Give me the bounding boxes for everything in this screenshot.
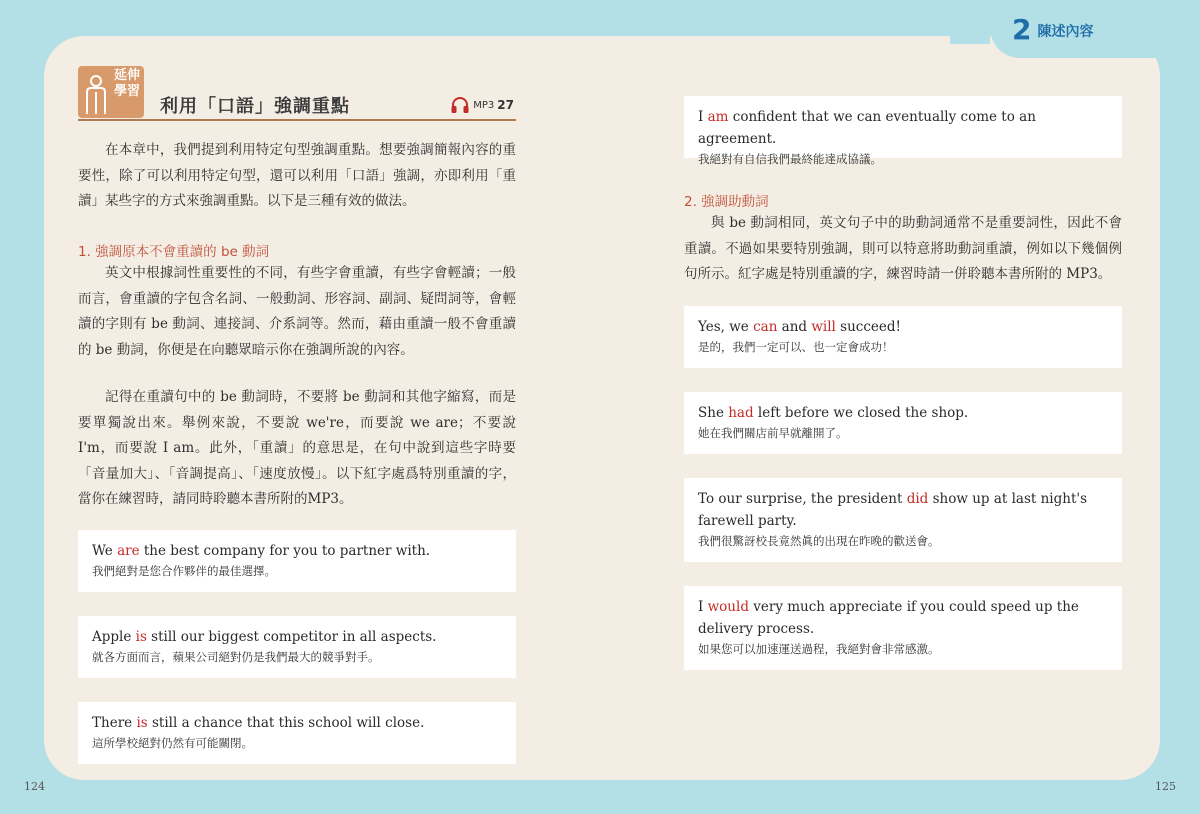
stressed-word: is bbox=[136, 715, 148, 731]
example-english: Apple is still our biggest competitor in all aspects. bbox=[92, 629, 437, 645]
stressed-word: is bbox=[135, 629, 147, 645]
extension-badge bbox=[78, 66, 144, 118]
example-box bbox=[684, 478, 1122, 562]
section1-paragraph-2: 記得在重讀句中的 be 動詞時，不要將 be 動詞和其他字縮寫，而是要單獨說出來。舉例來說，不要說 we're，而要說 we are；不要說 I'm，而要說 I am。此外，「重讀」的意思是，在句中說到這些字時要「音量加大」、「音調提高」、「速度放慢」。以下紅字處爲特別重讀的字，當你在練習時，請同時聆聽本書所附的MP3。 bbox=[78, 389, 516, 507]
badge-line-2: 學習 bbox=[113, 84, 140, 99]
example-english: I am confident that we can eventually come to an agreement. bbox=[698, 109, 1036, 147]
example-english: Yes, we can and will succeed! bbox=[698, 319, 901, 335]
example-box bbox=[78, 702, 516, 764]
example-english: She had left before we closed the shop. bbox=[698, 405, 969, 421]
tab-notch bbox=[950, 0, 990, 44]
example-chinese: 就各方面而言，蘋果公司絕對仍是我們最大的競爭對手。 bbox=[92, 650, 380, 664]
example-chinese: 我們很驚訝校長竟然眞的出現在昨晚的歡送會。 bbox=[698, 534, 940, 548]
mp3-number: 27 bbox=[497, 98, 514, 112]
example-box bbox=[684, 306, 1122, 368]
intro-paragraph: 在本章中，我們提到利用特定句型強調重點。想要強調簡報內容的重要性，除了可以利用特定句型，還可以利用「口語」強調，亦即利用「重讀」某些字的方式來強調重點。以下是三種有效的做法。 bbox=[78, 142, 516, 209]
header-rule bbox=[78, 119, 516, 121]
badge-text bbox=[114, 68, 140, 100]
stressed-word: had bbox=[728, 405, 754, 421]
chapter-title: 陳述內容 bbox=[1037, 24, 1094, 40]
section1-heading: 1. 強調原本不會重讀的 be 動詞 bbox=[78, 244, 270, 260]
page-number-left: 124 bbox=[24, 780, 45, 793]
example-box bbox=[78, 530, 516, 592]
section-header bbox=[78, 66, 516, 122]
example-chinese: 我們絕對是您合作夥伴的最佳選擇。 bbox=[92, 564, 276, 578]
example-english: I would very much appreciate if you could speed up the delivery process. bbox=[698, 599, 1079, 637]
section-title: 利用「口語」強調重點 bbox=[160, 96, 350, 117]
stressed-word: are bbox=[117, 543, 140, 559]
page-number-right: 125 bbox=[1155, 780, 1176, 793]
mp3-label: MP3 bbox=[473, 99, 495, 111]
person-icon bbox=[84, 74, 108, 114]
badge-line-1: 延伸 bbox=[113, 68, 140, 83]
example-box bbox=[78, 616, 516, 678]
example-english: There is still a chance that this school will close. bbox=[92, 715, 425, 731]
section1-paragraph-1: 英文中根據詞性重要性的不同，有些字會重讀，有些字會輕讀；一般而言，會重讀的字包含名詞、一般動詞、形容詞、副詞、疑問詞等，會輕讀的字則有 be 動詞、連接詞、介系詞等。然而，藉由重讀一般不會重讀的 be 動詞，你便是在向聽眾暗示你在強調所說的內容。 bbox=[78, 265, 516, 358]
example-chinese: 這所學校絕對仍然有可能關閉。 bbox=[92, 736, 253, 750]
example-english: We are the best company for you to partner with. bbox=[92, 543, 431, 559]
stressed-word: can bbox=[753, 319, 778, 335]
example-box bbox=[684, 96, 1122, 166]
example-english: To our surprise, the president did show up at last night's farewell party. bbox=[698, 491, 1088, 529]
stressed-word: did bbox=[906, 491, 929, 507]
stressed-word: am bbox=[707, 109, 729, 125]
example-chinese: 我絕對有自信我們最終能達成協議。 bbox=[698, 152, 882, 166]
stressed-word: will bbox=[811, 319, 836, 335]
chapter-number: 2 bbox=[1012, 12, 1032, 46]
section2-paragraph: 與 be 動詞相同，英文句子中的助動詞通常不是重要詞性，因此不會重讀。不過如果要特別強調，則可以特意將助動詞重讀，例如以下幾個例句所示。紅字處是特別重讀的字，練習時請一併聆聽本書所附的 MP3。 bbox=[684, 215, 1122, 282]
stressed-word: would bbox=[707, 599, 749, 615]
chapter-tab bbox=[990, 0, 1200, 58]
example-chinese: 她在我們關店前早就離開了。 bbox=[698, 426, 848, 440]
mp3-marker[interactable] bbox=[450, 96, 514, 114]
example-chinese: 是的，我們一定可以、也一定會成功！ bbox=[698, 340, 894, 354]
example-chinese: 如果您可以加速運送過程，我絕對會非常感激。 bbox=[698, 642, 940, 656]
section2-heading: 2. 強調助動詞 bbox=[684, 194, 769, 210]
example-box bbox=[684, 586, 1122, 670]
example-box bbox=[684, 392, 1122, 454]
headphones-icon bbox=[450, 96, 470, 114]
